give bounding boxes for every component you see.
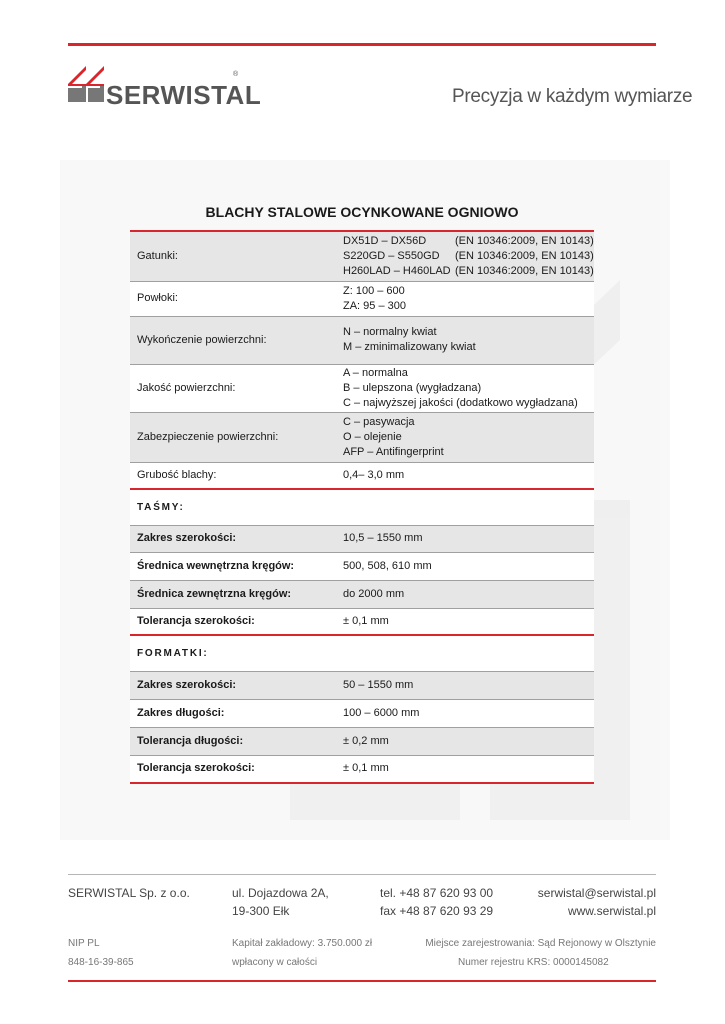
section-heading-tasmy: [130, 489, 594, 525]
tasmy-row: [130, 580, 594, 608]
spec-label: Zakres długości:: [130, 699, 337, 727]
section-heading: TAŚMY:: [130, 489, 594, 525]
grade-name: H260LAD – H460LAD: [343, 264, 451, 277]
spec-value: 50 – 1550 mm: [337, 671, 594, 699]
footer-website-link[interactable]: www.serwistal.pl: [567, 904, 656, 918]
spec-line: O – olejenie: [343, 430, 402, 443]
spec-line: AFP – Antifingerprint: [343, 445, 444, 458]
brand-name: SERWISTAL: [106, 80, 262, 110]
spec-value: [337, 316, 594, 364]
spec-line: A – normalna: [343, 366, 408, 379]
spec-value: do 2000 mm: [337, 580, 594, 608]
grade-name: DX51D – DX56D: [343, 234, 427, 247]
spec-value: 500, 508, 610 mm: [337, 552, 594, 580]
spec-label: Zakres szerokości:: [130, 671, 337, 699]
spec-value: 10,5 – 1550 mm: [337, 525, 594, 552]
spec-line: C – pasywacja: [343, 415, 415, 428]
footer-registry-line1: Miejsce zarejestrowania: Sąd Rejonowy w Olsztynie: [425, 938, 656, 949]
footer-fax: fax +48 87 620 93 29: [380, 904, 494, 918]
spec-label: Średnica wewnętrzna kręgów:: [130, 552, 337, 580]
spec-value: [337, 412, 594, 462]
footer-phone: tel. +48 87 620 93 00: [380, 886, 494, 900]
spec-value: 0,4– 3,0 mm: [337, 462, 594, 489]
spec-label: Powłoki:: [130, 281, 337, 316]
spec-label: Zabezpieczenie powierzchni:: [130, 412, 337, 462]
tasmy-row: [130, 525, 594, 552]
spec-value: ± 0,2 mm: [337, 727, 594, 755]
footer-address-line1: ul. Dojazdowa 2A,: [232, 886, 329, 900]
footer-address-line2: 19-300 Ełk: [232, 904, 290, 918]
spec-label: Gatunki:: [130, 231, 337, 281]
footer-capital-line1: Kapitał zakładowy: 3.750.000 zł: [232, 938, 373, 949]
spec-row-grades: [130, 231, 594, 281]
document-title: BLACHY STALOWE OCYNKOWANE OGNIOWO: [205, 204, 519, 220]
footer-rule: [68, 874, 656, 875]
registered-mark: ®: [233, 71, 239, 78]
footer-capital-line2: wpłacony w całości: [232, 957, 318, 968]
spec-label: Zakres szerokości:: [130, 525, 337, 552]
spec-value: ± 0,1 mm: [337, 608, 594, 635]
footer-bottom-rule: [68, 980, 656, 982]
spec-row-finish: [130, 316, 594, 364]
grade-norm: (EN 10346:2009, EN 10143): [455, 264, 594, 277]
footer-company: SERWISTAL Sp. z o.o.: [68, 886, 190, 900]
formatki-row: [130, 699, 594, 727]
spec-line: B – ulepszona (wygładzana): [343, 381, 482, 394]
spec-row-protection: [130, 412, 594, 462]
section-heading-formatki: [130, 635, 594, 671]
spec-value: [337, 364, 594, 412]
spec-line: Z: 100 – 600: [343, 284, 405, 297]
spec-table: [130, 230, 594, 784]
spec-line: C – najwyższej jakości (dodatkowo wygładzana): [343, 396, 578, 409]
spec-row-thickness: [130, 462, 594, 489]
spec-label: Średnica zewnętrzna kręgów:: [130, 580, 337, 608]
header-top-rule: [68, 43, 656, 46]
spec-label: Tolerancja długości:: [130, 727, 337, 755]
grade-norm: (EN 10346:2009, EN 10143): [455, 234, 594, 247]
spec-label: Tolerancja szerokości:: [130, 755, 337, 783]
spec-line: ZA: 95 – 300: [343, 299, 406, 312]
formatki-row: [130, 671, 594, 699]
grade-norm: (EN 10346:2009, EN 10143): [455, 249, 594, 262]
formatki-row: [130, 727, 594, 755]
spec-label: Grubość blachy:: [130, 462, 337, 489]
spec-value: 100 – 6000 mm: [337, 699, 594, 727]
footer-registry-line2: Numer rejestru KRS: 0000145082: [458, 957, 609, 968]
spec-label: Jakość powierzchni:: [130, 364, 337, 412]
spec-label: Wykończenie powierzchni:: [130, 316, 337, 364]
spec-value: [337, 281, 594, 316]
spec-value: ± 0,1 mm: [337, 755, 594, 783]
slogan: Precyzja w każdym wymiarze: [452, 86, 693, 107]
footer-email-link[interactable]: serwistal@serwistal.pl: [537, 886, 656, 900]
spec-row-coatings: [130, 281, 594, 316]
tasmy-row: [130, 552, 594, 580]
grade-name: S220GD – S550GD: [343, 249, 440, 262]
section-heading: FORMATKI:: [130, 635, 594, 671]
tasmy-row: [130, 608, 594, 635]
formatki-row: [130, 755, 594, 783]
spec-value: [337, 231, 594, 281]
footer-nip: 848-16-39-865: [68, 957, 134, 968]
footer-nip-label: NIP PL: [68, 938, 100, 949]
spec-label: Tolerancja szerokości:: [130, 608, 337, 635]
spec-line: N – normalny kwiat: [343, 326, 437, 338]
spec-row-quality: [130, 364, 594, 412]
spec-line: M – zminimalizowany kwiat: [343, 341, 476, 353]
